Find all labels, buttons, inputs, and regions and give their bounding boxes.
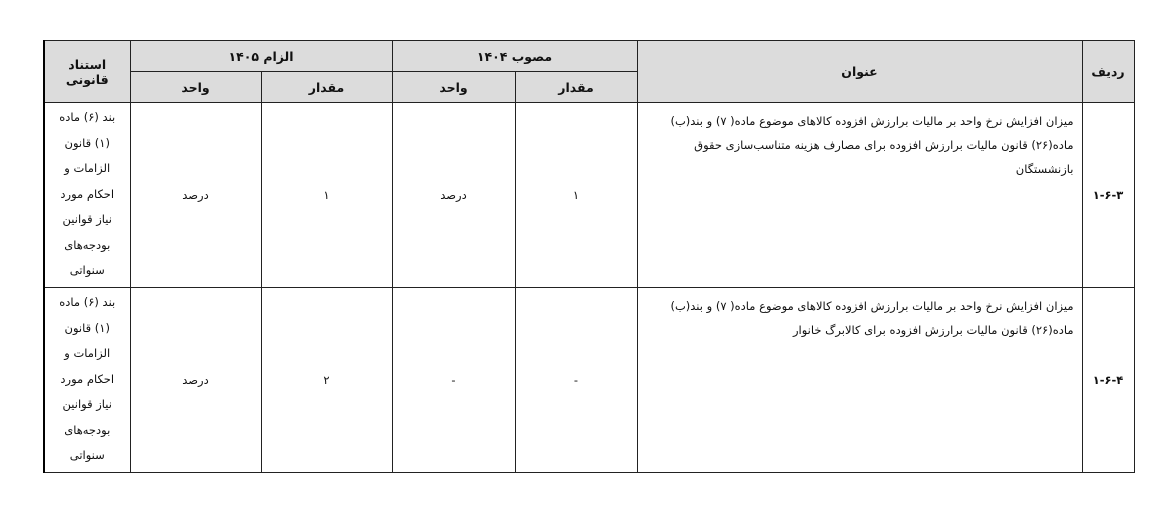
approved-unit-cell: درصد <box>392 103 515 288</box>
required-unit-cell: درصد <box>130 103 261 288</box>
row-id-cell: ۱-۶-۳ <box>1082 103 1134 288</box>
budget-table <box>43 40 1135 473</box>
header-required-group: الزام ۱۴۰۵ <box>130 41 392 72</box>
header-approved-group: مصوب ۱۴۰۴ <box>392 41 637 72</box>
row-id-cell: ۱-۶-۴ <box>1082 288 1134 473</box>
header-legal-basis: استناد قانونی <box>44 41 130 103</box>
title-cell: میزان افزایش نرخ واحد بر مالیات برارزش افزوده کالاهای موضوع ماده( ۷) و بند(ب) ماده(۲۶) قانون مالیات برارزش افزوده برای کالابرگ خانوار <box>637 288 1082 473</box>
header-approved-amount: مقدار <box>515 72 637 103</box>
title-cell: میزان افزایش نرخ واحد بر مالیات برارزش افزوده کالاهای موضوع ماده( ۷) و بند(ب) ماده(۲۶) قانون مالیات برارزش افزوده برای مصارف هزینه متناسب‌سازی حقوق بازنشستگان <box>637 103 1082 288</box>
legal-basis-cell: بند (۶) ماده (۱) قانون الزامات و احکام مورد نیاز قوانین بودجه‌های سنواتی <box>44 103 130 288</box>
required-amount-cell: ۱ <box>261 103 392 288</box>
header-required-amount: مقدار <box>261 72 392 103</box>
header-approved-unit: واحد <box>392 72 515 103</box>
table-row <box>44 288 1134 473</box>
approved-amount-cell: ۱ <box>515 103 637 288</box>
table-row <box>44 103 1134 288</box>
header-title: عنوان <box>637 41 1082 103</box>
required-amount-cell: ۲ <box>261 288 392 473</box>
approved-amount-cell: - <box>515 288 637 473</box>
approved-unit-cell: - <box>392 288 515 473</box>
header-required-unit: واحد <box>130 72 261 103</box>
legal-basis-cell: بند (۶) ماده (۱) قانون الزامات و احکام مورد نیاز قوانین بودجه‌های سنواتی <box>44 288 130 473</box>
header-row-id: ردیف <box>1082 41 1134 103</box>
required-unit-cell: درصد <box>130 288 261 473</box>
